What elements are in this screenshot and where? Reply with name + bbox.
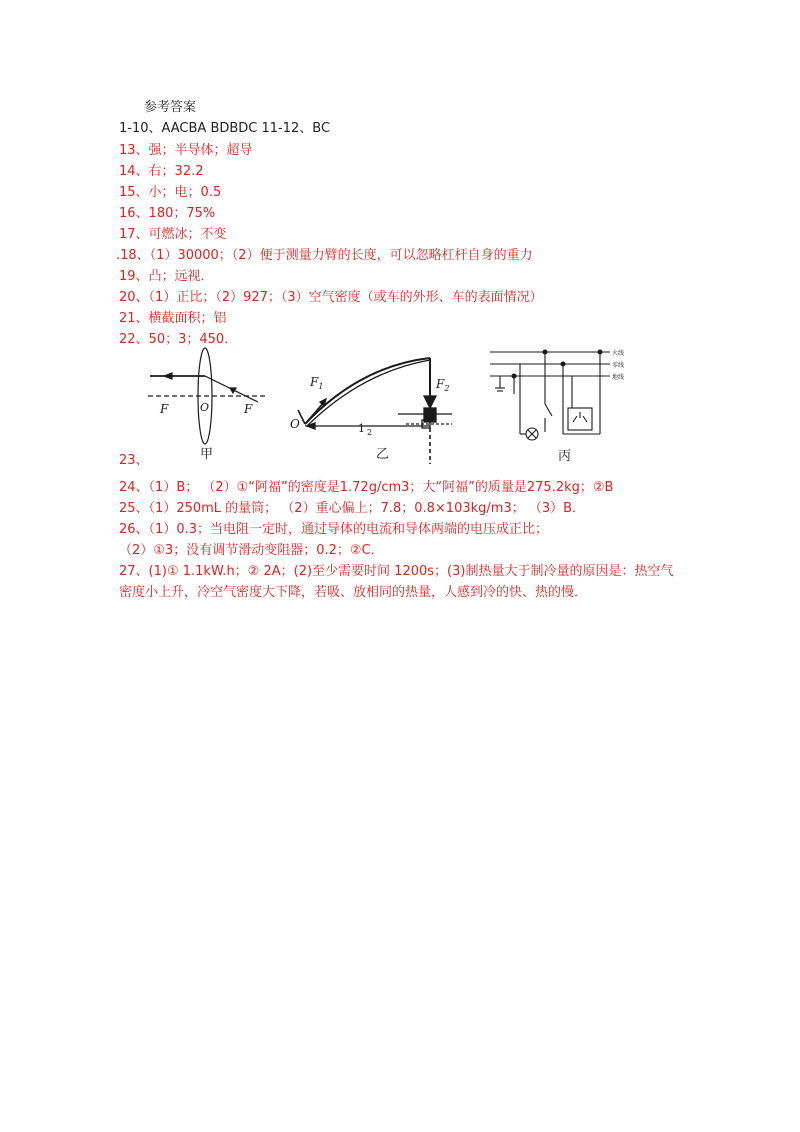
answer-14: 14、右；32.2 xyxy=(119,164,204,179)
arrow-left-icon xyxy=(164,373,172,379)
answer-21: 21、横截面积；铝 xyxy=(119,311,227,326)
yi-caption: 乙 xyxy=(376,447,390,462)
jia-o: O xyxy=(200,401,210,414)
jia-f-left: F xyxy=(160,402,169,416)
switch-blade xyxy=(545,404,552,416)
figure-bing xyxy=(490,350,610,440)
answer-17: 17、可燃冰；不变 xyxy=(119,227,227,242)
bing-neutral-label: 零线 xyxy=(612,362,625,369)
arrow-right-icon xyxy=(230,388,236,393)
answer-18: .18、（1）30000；（2）便于测量力臂的长度，可以忽略杠杆自身的重力 xyxy=(116,248,533,263)
answer-20: 20、（1）正比；（2）927；（3）空气密度（或车的外形、车的表面情况） xyxy=(119,290,543,305)
answer-19: 19、凸；远视． xyxy=(119,269,214,284)
answer-1-12: 1-10、AACBA BDBDC 11-12、BC xyxy=(119,121,331,136)
answer-27-part1: 27、(1)① 1.1kW.h；② 2A；(2)至少需要时间 1200s；(3)制热量大于制冷量的原因是：热空气 xyxy=(119,564,674,579)
figures-svg xyxy=(140,346,640,466)
answer-27-part2: 密度小上升，冷空气密度大下降，若吸、放相同的热量，人感到冷的快、热的慢． xyxy=(119,585,588,600)
answer-26-part2: （2）①3；没有调节滑动变阻器；0.2；②C． xyxy=(119,543,384,558)
arrow-f2-icon xyxy=(424,396,436,408)
answer-15: 15、小；电；0.5 xyxy=(119,185,222,200)
yi-l2: 1 $_2$ xyxy=(358,422,373,437)
lever-arm-inner xyxy=(307,360,430,426)
answer-26-part1: 26、（1）0.3；当电阻一定时，通过导体的电流和导体两端的电压成正比； xyxy=(119,522,548,537)
answer-13: 13、强；半导体；超导 xyxy=(119,143,253,158)
arrow-l2-icon xyxy=(307,423,315,429)
jia-caption: 甲 xyxy=(200,447,214,462)
socket-pin-a xyxy=(573,416,577,422)
bing-caption: 丙 xyxy=(558,449,572,464)
answer-22: 22、50；3；450． xyxy=(119,332,238,347)
figures-23 xyxy=(140,346,640,466)
figure-jia xyxy=(148,348,265,444)
answer-24: 24、（1）B； （2）①“阿福”的密度是1.72g/cm3；大“阿福”的质量是275.2kg；②B xyxy=(119,480,614,495)
yi-f2: $F_2$ xyxy=(436,377,450,393)
jia-f-right: F xyxy=(244,402,253,416)
answer-25: 25、（1）250mL 的量筒； （2）重心偏上；7.8；0.8×103kg/m3； （3）B． xyxy=(119,501,586,516)
page-title: 参考答案 xyxy=(144,100,197,115)
socket-box xyxy=(568,408,592,430)
answer-16: 16、180；75% xyxy=(119,206,216,221)
answer-23: 23、 xyxy=(119,453,149,468)
socket-pin-b xyxy=(583,416,587,422)
bing-live-label: 火线 xyxy=(612,350,625,357)
yi-o: O xyxy=(290,417,300,431)
yi-f1: $F_1$ xyxy=(310,375,324,391)
bing-ground-label: 地线 xyxy=(612,374,625,381)
figure-yi xyxy=(298,358,452,464)
